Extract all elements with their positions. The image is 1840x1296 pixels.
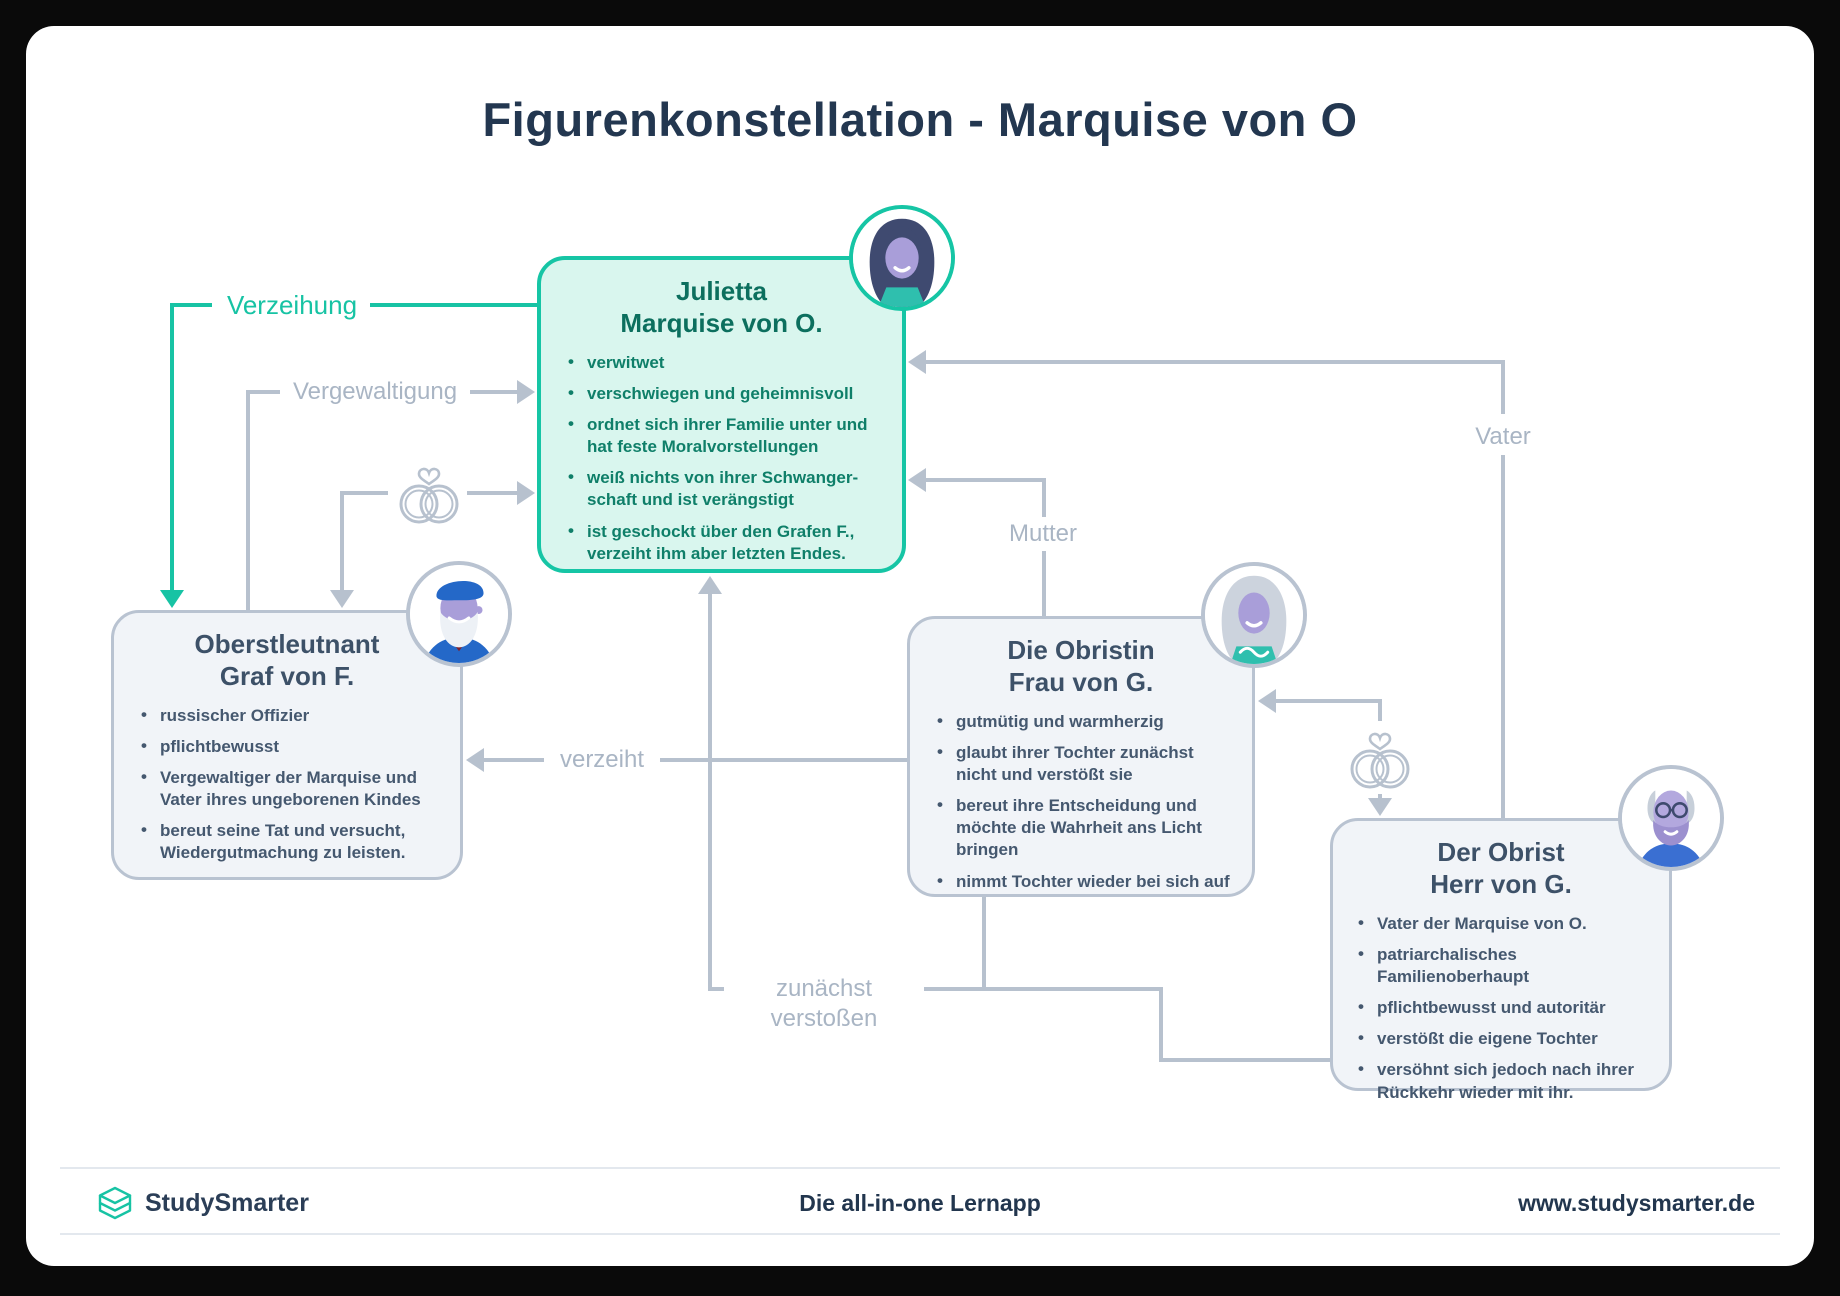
- mutter-label: Mutter: [973, 519, 1113, 549]
- verstossen-line-segment: [1159, 1058, 1332, 1062]
- trait-item: • ist geschockt über den Grafen F., verzeiht ihm aber letzten Endes.: [565, 521, 882, 565]
- verstossen-line-segment: [708, 592, 712, 989]
- avatar-graf: [406, 561, 512, 667]
- character-box-obristin: [907, 616, 1255, 897]
- verstossen-label: zunächst verstoßen: [770, 975, 878, 1032]
- footer-divider-top: [60, 1167, 1780, 1169]
- trait-item: • versöhnt sich jedoch nach ihrer Rückkehr wieder mit ihr.: [1355, 1059, 1657, 1103]
- trait-item: • pflichtbewusst und autoritär: [1355, 997, 1657, 1019]
- mutter-line-segment: [1042, 551, 1046, 616]
- trait-item: • patriarchalisches Familienoberhaupt: [1355, 944, 1657, 988]
- verzeiht-label: verzeiht: [559, 746, 645, 773]
- character-name: Oberstleutnant Graf von F.: [194, 629, 380, 691]
- trait-item: • ordnet sich ihrer Familie unter und hat feste Moralvorstellungen: [565, 414, 882, 458]
- verstossen-line-segment: [1159, 987, 1163, 1062]
- vergewaltigung-line-segment: [470, 390, 517, 394]
- verzeiht-line-segment: [660, 758, 907, 762]
- vater-arrowhead: [908, 350, 926, 374]
- verstossen-line-segment: [982, 897, 986, 991]
- footer-divider-bottom: [60, 1233, 1780, 1235]
- verzeiht-line-segment: [484, 758, 544, 762]
- man-glasses-gray-hair-icon: [1622, 769, 1720, 867]
- page-title: Figurenkonstellation - Marquise von O: [482, 93, 1358, 146]
- footer-tagline: Die all-in-one Lernapp: [799, 1190, 1041, 1216]
- trait-item: • russischer Offizier: [138, 705, 440, 727]
- trait-item: • gutmütig und warmherzig: [934, 711, 1232, 733]
- marriage-right-arrowhead: [1258, 689, 1276, 713]
- wedding-rings-icon: [387, 451, 471, 535]
- woman-gray-hair-icon: [1205, 566, 1303, 664]
- verzeiht-arrowhead: [466, 748, 484, 772]
- character-box-julietta: [537, 256, 906, 573]
- marriage-left-arrowhead: [330, 590, 354, 608]
- mutter-line-segment: [1042, 478, 1046, 517]
- character-name: Der Obrist Herr von G.: [1430, 837, 1572, 899]
- marriage-left-arrowhead: [517, 481, 535, 505]
- trait-list: [934, 711, 1232, 893]
- verzeihung-label: Verzeihung: [212, 290, 372, 320]
- trait-item: • verstößt die eigene Tochter: [1355, 1028, 1657, 1050]
- mutter-line-segment: [926, 478, 1044, 482]
- verzeihung-line-segment: [370, 303, 537, 307]
- avatar-obrist: [1618, 765, 1724, 871]
- trait-item: • Vater der Marquise von O.: [1355, 913, 1657, 935]
- marriage-left-line-segment: [342, 491, 388, 495]
- character-box-graf: [111, 610, 463, 880]
- trait-item: • weiß nichts von ihrer Schwanger-schaft und ist verängstigt: [565, 467, 882, 511]
- man-beret-beard-icon: [410, 565, 508, 663]
- trait-item: • Vergewaltiger der Marquise und Vater ihres ungeborenen Kindes: [138, 767, 440, 811]
- avatar-julietta: [849, 205, 955, 311]
- trait-item: • pflichtbewusst: [138, 736, 440, 758]
- marriage-right-arrowhead: [1368, 798, 1392, 816]
- vergewaltigung-arrowhead: [517, 380, 535, 404]
- trait-item: • nimmt Tochter wieder bei sich auf: [934, 871, 1232, 893]
- verzeihung-line-segment: [170, 303, 174, 590]
- woman-dark-hair-icon: [853, 209, 951, 307]
- trait-item: • glaubt ihrer Tochter zunächst nicht und verstößt sie: [934, 742, 1232, 786]
- mutter-arrowhead: [908, 468, 926, 492]
- brand-name: StudySmarter: [145, 1188, 309, 1217]
- vergewaltigung-label: Vergewaltigung: [280, 377, 470, 407]
- trait-item: • verwitwet: [565, 352, 882, 374]
- vater-line-segment: [1501, 455, 1505, 818]
- wedding-rings-icon: [1338, 716, 1422, 800]
- trait-list: [1355, 913, 1657, 1104]
- vater-line-segment: [926, 360, 1503, 364]
- marriage-left-line-segment: [340, 491, 344, 590]
- marriage-left-line-segment: [467, 491, 517, 495]
- vergewaltigung-line-segment: [246, 390, 280, 394]
- vater-line-segment: [1501, 360, 1505, 414]
- character-name: Die Obristin Frau von G.: [1007, 635, 1155, 697]
- vergewaltigung-line-segment: [246, 392, 250, 610]
- trait-item: • verschwiegen und geheimnisvoll: [565, 383, 882, 405]
- trait-list: [565, 352, 882, 565]
- trait-item: • bereut ihre Entscheidung und möchte die Wahrheit ans Licht bringen: [934, 795, 1232, 861]
- character-name: Julietta Marquise von O.: [620, 276, 823, 338]
- footer-website: www.studysmarter.de: [1518, 1190, 1755, 1216]
- verstossen-line-segment: [924, 987, 1161, 991]
- trait-list: [138, 705, 440, 865]
- vater-label: Vater: [1441, 422, 1565, 452]
- marriage-right-line-segment: [1276, 699, 1380, 703]
- verzeihung-arrowhead: [160, 590, 184, 608]
- verstossen-line-segment: [708, 987, 724, 991]
- trait-item: • bereut seine Tat und versucht, Wiedergutmachung zu leisten.: [138, 820, 440, 864]
- avatar-obristin: [1201, 562, 1307, 668]
- character-box-obrist: [1330, 818, 1672, 1102]
